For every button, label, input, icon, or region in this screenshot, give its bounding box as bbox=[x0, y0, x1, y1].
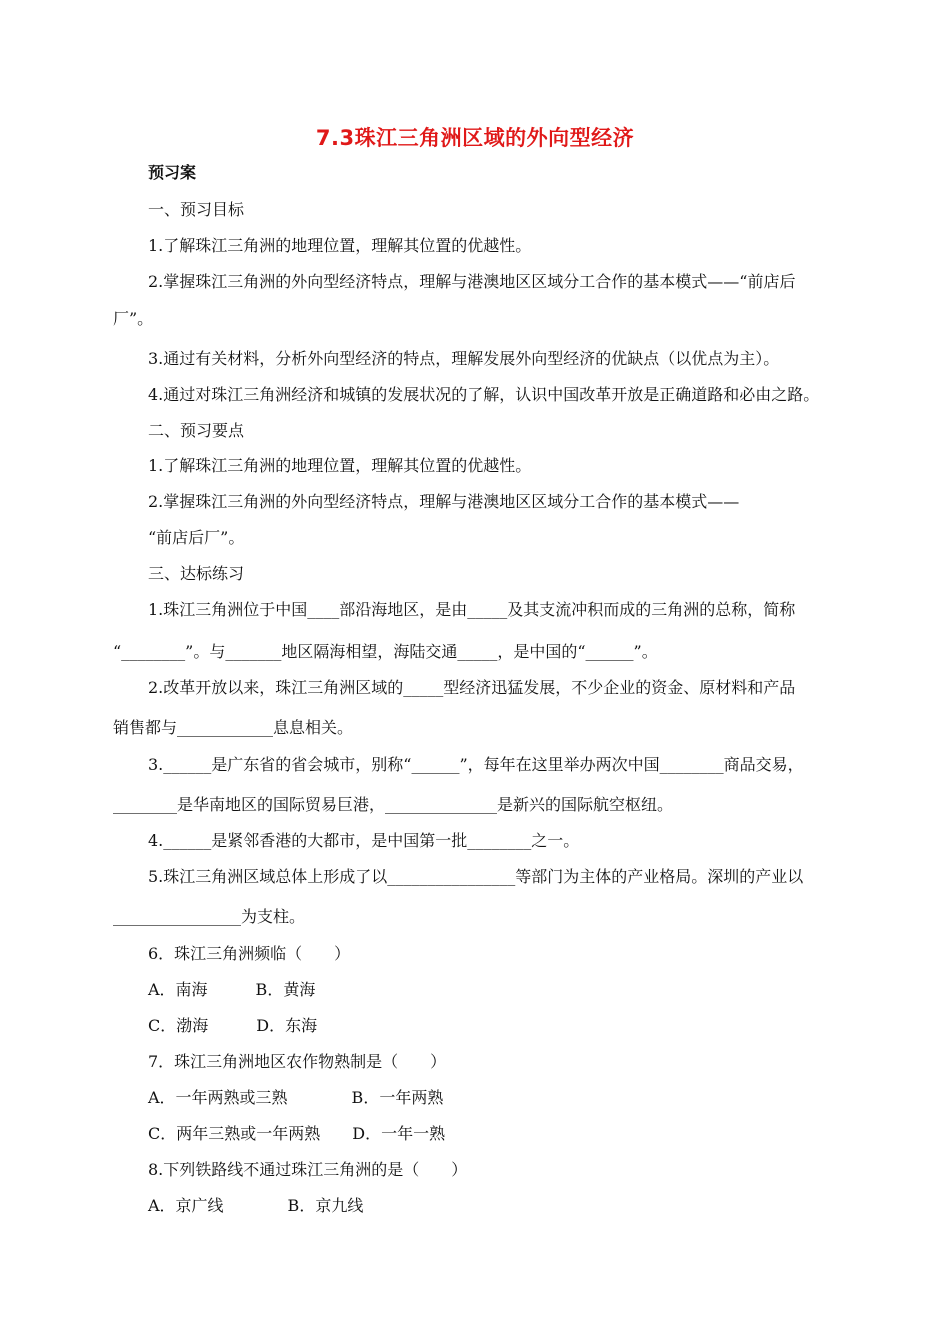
key-point-1: 1.了解珠江三角洲的地理位置，理解其位置的优越性。 bbox=[148, 456, 532, 475]
question-2-continued: 销售都与____________息息相关。 bbox=[113, 718, 354, 737]
goal-2-continued: 厂”。 bbox=[113, 309, 154, 328]
question-6-options-cd: C．渤海 D．东海 bbox=[148, 1016, 318, 1035]
question-6: 6．珠江三角洲频临（ ） bbox=[148, 944, 351, 963]
section-heading: 预习案 bbox=[148, 163, 197, 182]
key-point-2: 2.掌握珠江三角洲的外向型经济特点，理解与港澳地区区域分工合作的基本模式—— bbox=[148, 492, 740, 511]
goal-4: 4.通过对珠江三角洲经济和城镇的发展状况的了解，认识中国改革开放是正确道路和必由之路。 bbox=[148, 385, 820, 404]
question-6-options-ab: A．南海 B．黄海 bbox=[148, 980, 316, 999]
question-8: 8.下列铁路线不通过珠江三角洲的是（ ） bbox=[148, 1160, 468, 1179]
heading-key-points: 二、预习要点 bbox=[148, 421, 245, 440]
question-5: 5.珠江三角洲区域总体上形成了以________________等部门为主体的产业格局。深圳的产业以 bbox=[148, 867, 804, 886]
question-5-continued: ________________为支柱。 bbox=[113, 907, 306, 926]
question-1-continued: “________”。与_______地区隔海相望，海陆交通_____，是中国的“______”。 bbox=[113, 642, 658, 661]
question-7-options-cd: C．两年三熟或一年两熟 D．一年一熟 bbox=[148, 1124, 446, 1143]
goal-2: 2.掌握珠江三角洲的外向型经济特点，理解与港澳地区区域分工合作的基本模式——“前店后 bbox=[148, 272, 796, 291]
goal-3: 3.通过有关材料，分析外向型经济的特点，理解发展外向型经济的优缺点（以优点为主）。 bbox=[148, 349, 780, 368]
heading-preview-goals: 一、预习目标 bbox=[148, 200, 245, 219]
question-2: 2.改革开放以来，珠江三角洲区域的_____型经济迅猛发展，不少企业的资金、原材料和产品 bbox=[148, 678, 796, 697]
key-point-2-continued: “前店后厂”。 bbox=[148, 528, 245, 547]
question-8-options-ab: A．京广线 B．京九线 bbox=[148, 1196, 364, 1215]
document-title: 7.3珠江三角洲区域的外向型经济 bbox=[315, 126, 635, 150]
question-4: 4.______是紧邻香港的大都市，是中国第一批________之一。 bbox=[148, 831, 580, 850]
question-3: 3.______是广东省的省会城市，别称“______”，每年在这里举办两次中国________商品交易， bbox=[148, 755, 804, 774]
question-3-continued: ________是华南地区的国际贸易巨港，______________是新兴的国际航空枢纽。 bbox=[113, 795, 674, 814]
heading-exercises: 三、达标练习 bbox=[148, 564, 245, 583]
goal-1: 1.了解珠江三角洲的地理位置，理解其位置的优越性。 bbox=[148, 236, 532, 255]
question-7-options-ab: A．一年两熟或三熟 B．一年两熟 bbox=[148, 1088, 444, 1107]
question-7: 7．珠江三角洲地区农作物熟制是（ ） bbox=[148, 1052, 447, 1071]
question-1: 1.珠江三角洲位于中国____部沿海地区，是由_____及其支流冲积而成的三角洲的总称，简称 bbox=[148, 600, 796, 619]
